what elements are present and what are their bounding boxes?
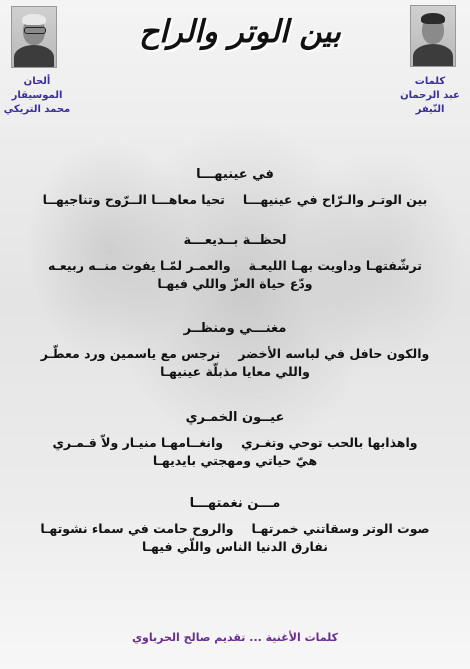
stanza-heading: مغنـــي ومنظــر [183, 321, 287, 336]
verse-line [10, 452, 460, 470]
hemistich: نرجس مع ياسمين ورد معطّـر [40, 346, 221, 361]
verse-line [10, 345, 460, 363]
verse-line [10, 520, 460, 538]
lyricist-credit [393, 75, 467, 117]
lyricist-credit-line: كلمات [414, 76, 446, 87]
hemistich: واللي معايا مذبلّة عينيهـا [160, 364, 310, 379]
verse-line [10, 434, 460, 452]
lyricist-photo [410, 5, 456, 67]
stanza [10, 320, 460, 381]
composer-credit-line: ألحان [23, 76, 51, 87]
stanza-heading: مـــن نغمتهـــا [189, 496, 281, 511]
hemistich: ترشّفتهـا وداويت بهـا الليعـة [248, 258, 422, 273]
composer-credit [0, 75, 74, 117]
lyricist-credit-line: عبد الرحمان [400, 90, 460, 101]
hemistich: نفارق الدنيا الناس واللّي فيهـا [142, 539, 328, 554]
stanza [10, 409, 460, 470]
hemistich: ودّع حياة العزّ واللي فيهـا [157, 276, 313, 291]
hemistich: صوت الوتر وسقاتني خمرتهـا [251, 521, 430, 536]
verse-line [10, 275, 460, 293]
stanza [10, 495, 460, 556]
hemistich: والكون حافل في لباسه الأخضر [238, 346, 430, 361]
verse-line [10, 257, 460, 275]
verse-line [10, 538, 460, 556]
stanza-heading: عيــون الخمـري [185, 410, 285, 425]
composer-credit-line: الموسيقار [11, 90, 63, 101]
stanza-heading: لحظــة بــديعـــة [183, 233, 287, 248]
hemistich: وانغــامهـا منيـار ولاّ قـمـري [52, 435, 224, 450]
hemistich: هيّ حياتي ومهجتي بايديهـا [152, 453, 318, 468]
lyricist-credit-line: النّيفر [415, 104, 445, 115]
verse-line [10, 363, 460, 381]
footer-credit: كلمات الأغنية ... تقديم صالح الحرباوي [131, 631, 339, 644]
hemistich: واهذابها بالحب توحي وتغـري [241, 435, 418, 450]
hemistich: تحيا معاهـــا الــرّوح وتناجيهــا [42, 192, 225, 207]
composer-photo [11, 6, 57, 68]
song-title: بين الوتر والراح [139, 14, 341, 50]
stanza-heading: في عينيهـــا [196, 167, 274, 182]
hemistich: بين الوتـر والـرّاح في عينيهـــا [242, 192, 428, 207]
stanza [10, 166, 460, 209]
hemistich: والروح حامت في سماء نشوتهـا [40, 521, 234, 536]
hemistich: والعمـر لمّـا يفوت منــه ربيعـه [48, 258, 231, 273]
composer-credit-line: محمد التريكي [3, 104, 71, 115]
verse-line [10, 191, 460, 209]
stanza [10, 232, 460, 293]
